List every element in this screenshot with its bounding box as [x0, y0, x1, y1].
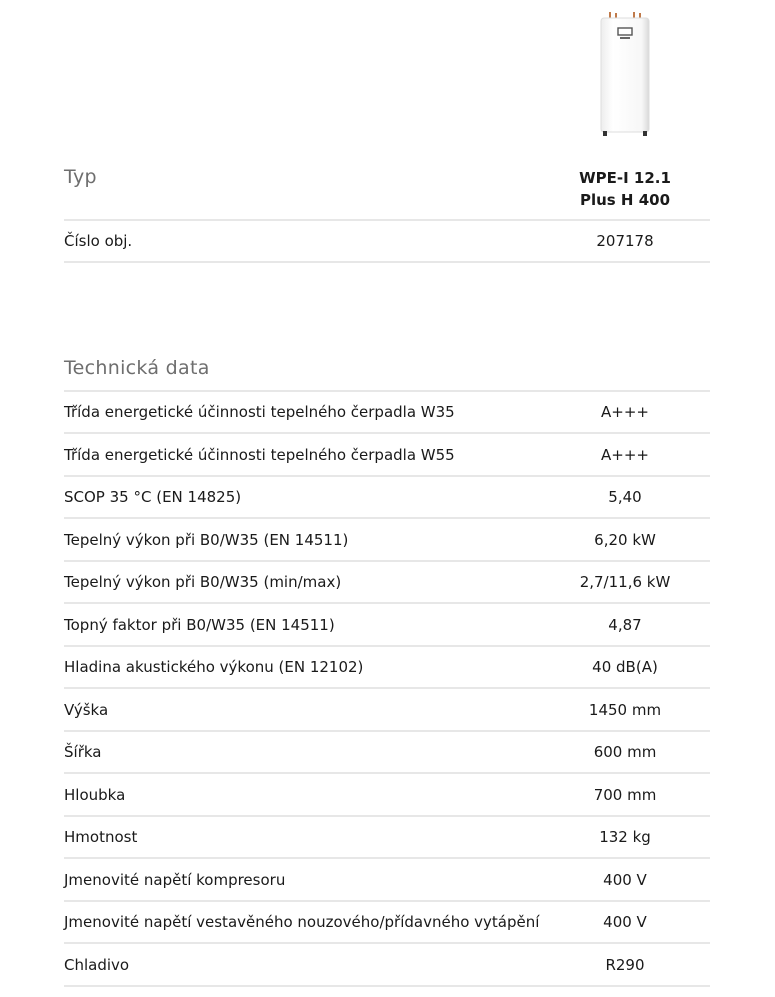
spec-value: 4,87	[608, 615, 642, 634]
model-line-1: WPE-I 12.1	[579, 169, 671, 187]
spec-label: Hladina akustického výkonu (EN 12102)	[64, 658, 364, 676]
table-row	[64, 477, 710, 517]
divider	[64, 261, 710, 263]
spec-label: Hloubka	[64, 785, 126, 804]
table-row	[64, 732, 710, 772]
table-row	[64, 520, 710, 560]
table-row	[64, 902, 710, 942]
table-row	[64, 817, 710, 857]
spec-value: 600 mm	[593, 743, 657, 761]
spec-value: 132 kg	[599, 828, 651, 846]
table-row	[64, 562, 710, 602]
spec-value: 400 V	[603, 913, 647, 931]
spec-label: SCOP 35 °C (EN 14825)	[64, 488, 242, 506]
table-row	[64, 945, 710, 985]
spec-value: R290	[605, 955, 645, 974]
spec-value: 6,20 kW	[594, 530, 656, 549]
spec-label: Výška	[64, 700, 109, 719]
spec-label: Šířka	[64, 743, 102, 761]
spec-label: Tepelný výkon při B0/W35 (min/max)	[64, 573, 342, 591]
spec-value: A+++	[601, 403, 649, 421]
heat-pump-unit-icon	[595, 10, 655, 138]
spec-label: Třída energetické účinnosti tepelného čerpadla W55	[64, 445, 455, 464]
spec-label: Jmenovité napětí vestavěného nouzového/přídavného vytápění	[64, 913, 540, 931]
table-row	[64, 435, 710, 475]
table-row	[64, 647, 710, 687]
order-number-row	[64, 221, 710, 261]
spec-value: 2,7/11,6 kW	[579, 573, 671, 591]
table-row	[64, 860, 710, 900]
order-number-value: 207178	[596, 232, 654, 250]
technical-data-heading: Technická data	[64, 357, 210, 379]
spec-value: 5,40	[608, 488, 642, 506]
spec-label: Topný faktor při B0/W35 (EN 14511)	[64, 615, 335, 634]
spec-value: A+++	[601, 445, 649, 464]
spec-value: 40 dB(A)	[592, 658, 658, 676]
order-number-label: Číslo obj.	[64, 232, 133, 250]
spec-label: Tepelný výkon při B0/W35 (EN 14511)	[64, 530, 349, 549]
spec-label: Jmenovité napětí kompresoru	[64, 870, 286, 889]
table-row	[64, 392, 710, 432]
model-name	[540, 167, 710, 211]
spec-value: 700 mm	[593, 785, 657, 804]
divider	[64, 985, 710, 987]
table-row	[64, 775, 710, 815]
spec-label: Třída energetické účinnosti tepelného čerpadla W35	[64, 403, 455, 421]
spec-value: 400 V	[603, 870, 647, 889]
spec-label: Hmotnost	[64, 828, 138, 846]
table-row	[64, 605, 710, 645]
spec-value: 1450 mm	[588, 700, 662, 719]
table-row	[64, 690, 710, 730]
type-heading: Typ	[64, 166, 97, 188]
model-line-2: Plus H 400	[579, 191, 671, 209]
spec-label: Chladivo	[64, 955, 130, 974]
product-image	[595, 10, 655, 138]
